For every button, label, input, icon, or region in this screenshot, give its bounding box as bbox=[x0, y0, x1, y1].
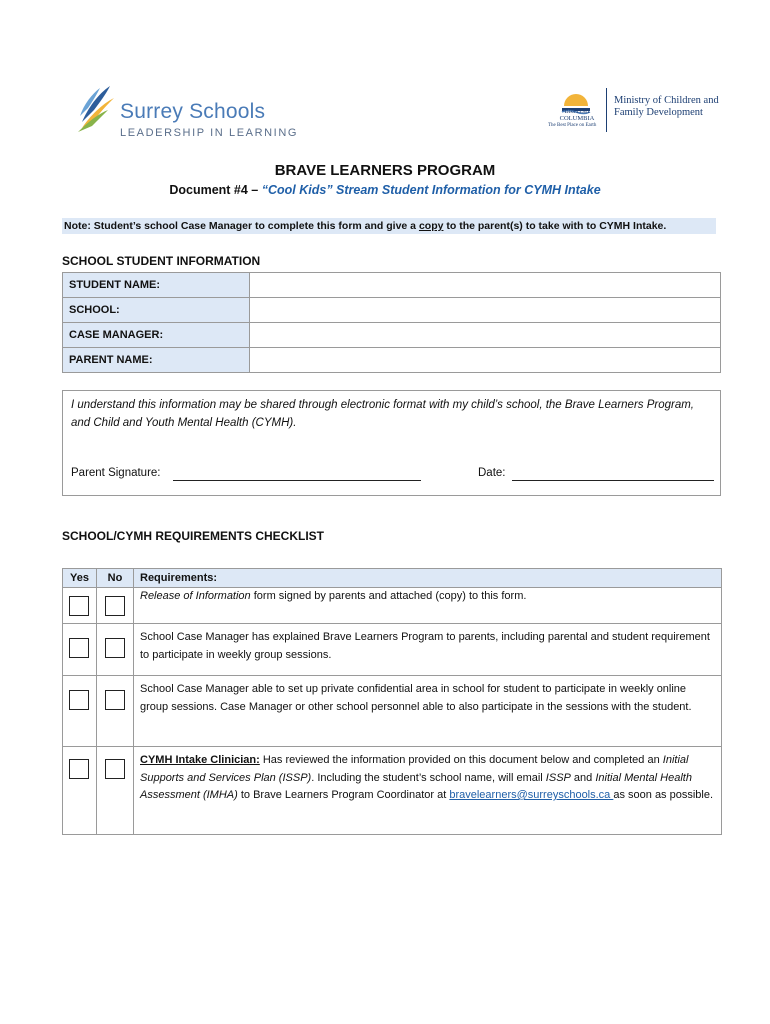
yes-cell bbox=[63, 747, 97, 835]
bc-line2: COLUMBIA bbox=[559, 115, 595, 122]
no-cell bbox=[97, 747, 134, 835]
table-row bbox=[63, 747, 722, 835]
signature-label: Parent Signature: bbox=[71, 467, 161, 479]
signature-line[interactable] bbox=[173, 480, 421, 481]
imha-full: Initial Mental Health Assessment (IMHA) bbox=[140, 771, 692, 801]
no-cell bbox=[97, 588, 134, 624]
requirement-text bbox=[134, 747, 722, 835]
case-manager-label: CASE MANAGER: bbox=[63, 323, 250, 348]
col-requirements: Requirements: bbox=[134, 569, 722, 588]
release-of-information: Release of Information bbox=[140, 590, 251, 602]
col-no: No bbox=[97, 569, 134, 588]
subtitle-prefix: Document #4 – bbox=[169, 183, 262, 197]
no-checkbox[interactable] bbox=[105, 596, 125, 616]
requirement-text bbox=[134, 588, 722, 624]
yes-checkbox[interactable] bbox=[69, 690, 89, 710]
issp-abbr: ISSP bbox=[545, 771, 571, 784]
table-row bbox=[63, 588, 722, 624]
date-line[interactable] bbox=[512, 480, 714, 481]
table-row bbox=[63, 273, 721, 298]
parent-name-field[interactable] bbox=[250, 348, 721, 373]
district-tagline: LEADERSHIP IN LEARNING bbox=[120, 127, 299, 139]
school-field[interactable] bbox=[250, 298, 721, 323]
subtitle-italic: “Cool Kids” Stream Student Information for CYMH Intake bbox=[261, 183, 601, 197]
table-header-row bbox=[63, 569, 722, 588]
note-before: Note: Student’s school Case Manager to complete this form and give a bbox=[64, 220, 419, 232]
requirement-text: School Case Manager able to set up private confidential area in school for student to participate in weekly online group sessions. Case Manager or other school personnel able to also participate in the sessions with the student. bbox=[134, 676, 722, 747]
note-after: to the parent(s) to take with to CYMH Intake. bbox=[443, 220, 667, 232]
yes-cell bbox=[63, 624, 97, 676]
yes-checkbox[interactable] bbox=[69, 759, 89, 779]
table-row bbox=[63, 323, 721, 348]
col-yes: Yes bbox=[63, 569, 97, 588]
district-name: Surrey Schools bbox=[120, 100, 266, 123]
date-label: Date: bbox=[478, 467, 506, 479]
table-row bbox=[63, 676, 722, 747]
student-name-field[interactable] bbox=[250, 273, 721, 298]
no-checkbox[interactable] bbox=[105, 638, 125, 658]
student-section-heading: SCHOOL STUDENT INFORMATION bbox=[62, 254, 261, 268]
bc-wordmark bbox=[556, 108, 598, 122]
requirement-text: School Case Manager has explained Brave Learners Program to parents, including parental and student requirement to participate in weekly group sessions. bbox=[134, 624, 722, 676]
yes-checkbox[interactable] bbox=[69, 638, 89, 658]
document-subtitle bbox=[0, 183, 770, 197]
item4-c: and bbox=[570, 771, 596, 784]
consent-statement: I understand this information may be shared through electronic format with my child’s school, the Brave Learners Program, and Child and Youth Mental Health (CYMH). bbox=[71, 399, 695, 429]
table-row bbox=[63, 298, 721, 323]
no-checkbox[interactable] bbox=[105, 759, 125, 779]
no-cell bbox=[97, 676, 134, 747]
item4-b: . Including the student’s school name, will email bbox=[311, 771, 546, 784]
logo-divider bbox=[606, 88, 607, 132]
program-title: BRAVE LEARNERS PROGRAM bbox=[274, 162, 496, 179]
issp-full: Initial Supports and Services Plan (ISSP) bbox=[140, 754, 689, 784]
yes-cell bbox=[63, 588, 97, 624]
item4-e: as soon as possible. bbox=[613, 789, 714, 801]
item4-d: to Brave Learners Program Coordinator at bbox=[237, 789, 450, 801]
item1-rest: form signed by parents and attached (copy) to this form. bbox=[250, 590, 527, 602]
cymh-clinician-label: CYMH Intake Clinician: bbox=[140, 754, 260, 766]
bc-slogan: The Best Place on Earth bbox=[548, 123, 597, 128]
yes-checkbox[interactable] bbox=[69, 596, 89, 616]
case-manager-field[interactable] bbox=[250, 323, 721, 348]
table-row bbox=[63, 348, 721, 373]
school-label: SCHOOL: bbox=[63, 298, 250, 323]
student-name-label: STUDENT NAME: bbox=[63, 273, 250, 298]
instruction-note bbox=[62, 218, 716, 234]
item4-a: Has reviewed the information provided on this document below and completed an bbox=[259, 754, 663, 766]
checklist-heading: SCHOOL/CYMH REQUIREMENTS CHECKLIST bbox=[62, 529, 325, 543]
no-cell bbox=[97, 624, 134, 676]
parent-name-label: PARENT NAME: bbox=[63, 348, 250, 373]
no-checkbox[interactable] bbox=[105, 690, 125, 710]
bc-line1: BRITISH bbox=[564, 108, 590, 115]
email-link[interactable]: bravelearners@surreyschools.ca bbox=[449, 789, 614, 801]
yes-cell bbox=[63, 676, 97, 747]
student-info-table bbox=[62, 272, 721, 373]
table-row bbox=[63, 624, 722, 676]
ministry-name: Ministry of Children and Family Development bbox=[614, 95, 719, 118]
note-copy: copy bbox=[418, 220, 444, 232]
requirements-checklist bbox=[62, 568, 722, 835]
